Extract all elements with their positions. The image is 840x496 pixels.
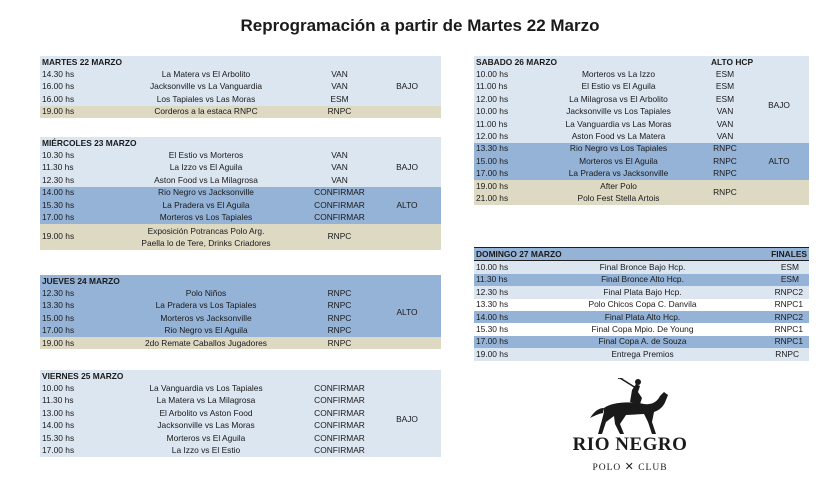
schedule-domingo [474, 247, 809, 361]
day-header [474, 248, 809, 261]
table-row: 14.00 hs Jacksonville vs Las Moras CONFIRMAR [40, 420, 441, 432]
table-row: 11.00 hs El Estio vs El Aguila ESM [474, 81, 809, 93]
schedule-viernes [40, 370, 441, 457]
table-row: 15.30 hs Final Copa Mpio. De Young RNPC1 [474, 323, 809, 335]
table-row: 15.30 hs La Pradera vs El Aguila CONFIRMAR [40, 199, 441, 211]
table-row: 11.30 hs La Matera vs La Milagrosa CONFIRMAR [40, 395, 441, 407]
polo-player-icon [560, 378, 700, 436]
table-row: 19.00 hs Corderos a la estaca RNPC RNPC [40, 106, 441, 118]
crossed-mallets-icon: ✕ [624, 461, 635, 473]
rio-negro-polo-club-logo [560, 378, 700, 486]
schedule-martes [40, 56, 441, 118]
schedule-sabado [474, 56, 809, 205]
group-label: BAJO [373, 68, 441, 105]
table-row: 13.00 hs El Arbolito vs Aston Food CONFIRMAR [40, 407, 441, 419]
day-subtitle: FINALES [749, 248, 809, 261]
table-row: 16.00 hs Los Tapiales vs Las Moras ESM [40, 93, 441, 105]
day-subtitle: ALTO HCP [701, 56, 809, 68]
day-header [40, 275, 441, 287]
table-row: 10.30 hs El Estio vs Morteros VAN BAJO [40, 149, 441, 161]
table-row: 17.00 hs La Izzo vs El Estio CONFIRMAR [40, 444, 441, 456]
table-row: 19.00 hs 2do Remate Caballos Jugadores RNPC [40, 337, 441, 349]
day-header [40, 56, 441, 68]
schedule-jueves [40, 275, 441, 349]
table-row: 13.30 hs Rio Negro vs Los Tapiales RNPC ALTO [474, 143, 809, 155]
page-title: Reprogramación a partir de Martes 22 Marzo [240, 16, 600, 35]
table-row: 17.00 hs La Pradera vs Jacksonville RNPC [474, 168, 809, 180]
day-title: JUEVES 24 MARZO [40, 275, 441, 287]
day-title: VIERNES 25 MARZO [40, 370, 441, 382]
table-row: 17.00 hs Rio Negro vs El Aguila RNPC [40, 325, 441, 337]
table-row: 15.00 hs Morteros vs El Aguila RNPC [474, 155, 809, 167]
table-row: 11.30 hs La Izzo vs El Aguila VAN [40, 162, 441, 174]
table-row: 13.30 hs La Pradera vs Los Tapiales RNPC [40, 300, 441, 312]
group-label: ALTO [373, 187, 441, 224]
table-row: 11.00 hs La Vanguardia vs Las Moras VAN [474, 118, 809, 130]
table-row: 14.00 hs Final Plata Alto Hcp. RNPC2 [474, 311, 809, 323]
table-row: 12.00 hs La Milagrosa vs El Arbolito ESM [474, 93, 809, 105]
table-row: 14.30 hs La Matera vs El Arbolito VAN BAJO [40, 68, 441, 80]
day-title: MIÉRCOLES 23 MARZO [40, 137, 441, 149]
table-row: 19.00 hs After Polo RNPC [474, 180, 809, 192]
day-header [40, 370, 441, 382]
table-row: 12.30 hs Polo Niños RNPC ALTO [40, 287, 441, 299]
group-label: BAJO [373, 382, 441, 456]
table-row: 14.00 hs Rio Negro vs Jacksonville CONFIRMAR ALTO [40, 187, 441, 199]
group-label: BAJO [749, 68, 809, 142]
table-row: 12.30 hs Final Plata Bajo Hcp. RNPC2 [474, 286, 809, 298]
schedule-miercoles [40, 137, 441, 250]
table-row: 15.30 hs Morteros vs El Aguila CONFIRMAR [40, 432, 441, 444]
group-label: ALTO [749, 143, 809, 180]
table-row: 15.00 hs Morteros vs Jacksonville RNPC [40, 312, 441, 324]
table-row: 19.00 hs Entrega Premios RNPC [474, 348, 809, 360]
table-row: 12.00 hs Aston Food vs La Matera VAN [474, 130, 809, 142]
table-row: 10.00 hs Morteros vs La Izzo ESM BAJO [474, 68, 809, 80]
table-row: 11.30 hs Final Bronce Alto Hcp. ESM [474, 274, 809, 286]
table-row: 19.00 hs Exposición Potrancas Polo Arg. Paella lo de Tere, Drinks Criadores RNPC [40, 224, 441, 250]
logo-subtitle: POLO ✕ CLUB [592, 461, 668, 473]
day-title: SABADO 26 MARZO [474, 56, 701, 68]
day-title: DOMINGO 27 MARZO [474, 248, 749, 261]
table-row: 21.00 hs Polo Fest Stella Artois [474, 192, 809, 204]
table-row: 12.30 hs Aston Food vs La Milagrosa VAN [40, 174, 441, 186]
logo-name: RIO NEGRO [572, 434, 688, 455]
table-row: 10.00 hs Jacksonville vs Los Tapiales VAN [474, 106, 809, 118]
group-label: BAJO [373, 149, 441, 186]
day-title: MARTES 22 MARZO [40, 56, 441, 68]
table-row: 17.00 hs Morteros vs Los Tapiales CONFIRMAR [40, 211, 441, 223]
day-header [40, 137, 441, 149]
table-row: 13.30 hs Polo Chicos Copa C. Danvila RNPC1 [474, 299, 809, 311]
table-row: 17.00 hs Final Copa A. de Souza RNPC1 [474, 336, 809, 348]
table-row: 16.00 hs Jacksonville vs La Vanguardia VAN [40, 81, 441, 93]
group-label: ALTO [373, 287, 441, 337]
table-row: 10.00 hs Final Bronce Bajo Hcp. ESM [474, 261, 809, 274]
table-row: 10.00 hs La Vanguardia vs Los Tapiales CONFIRMAR BAJO [40, 382, 441, 394]
day-header [474, 56, 809, 68]
